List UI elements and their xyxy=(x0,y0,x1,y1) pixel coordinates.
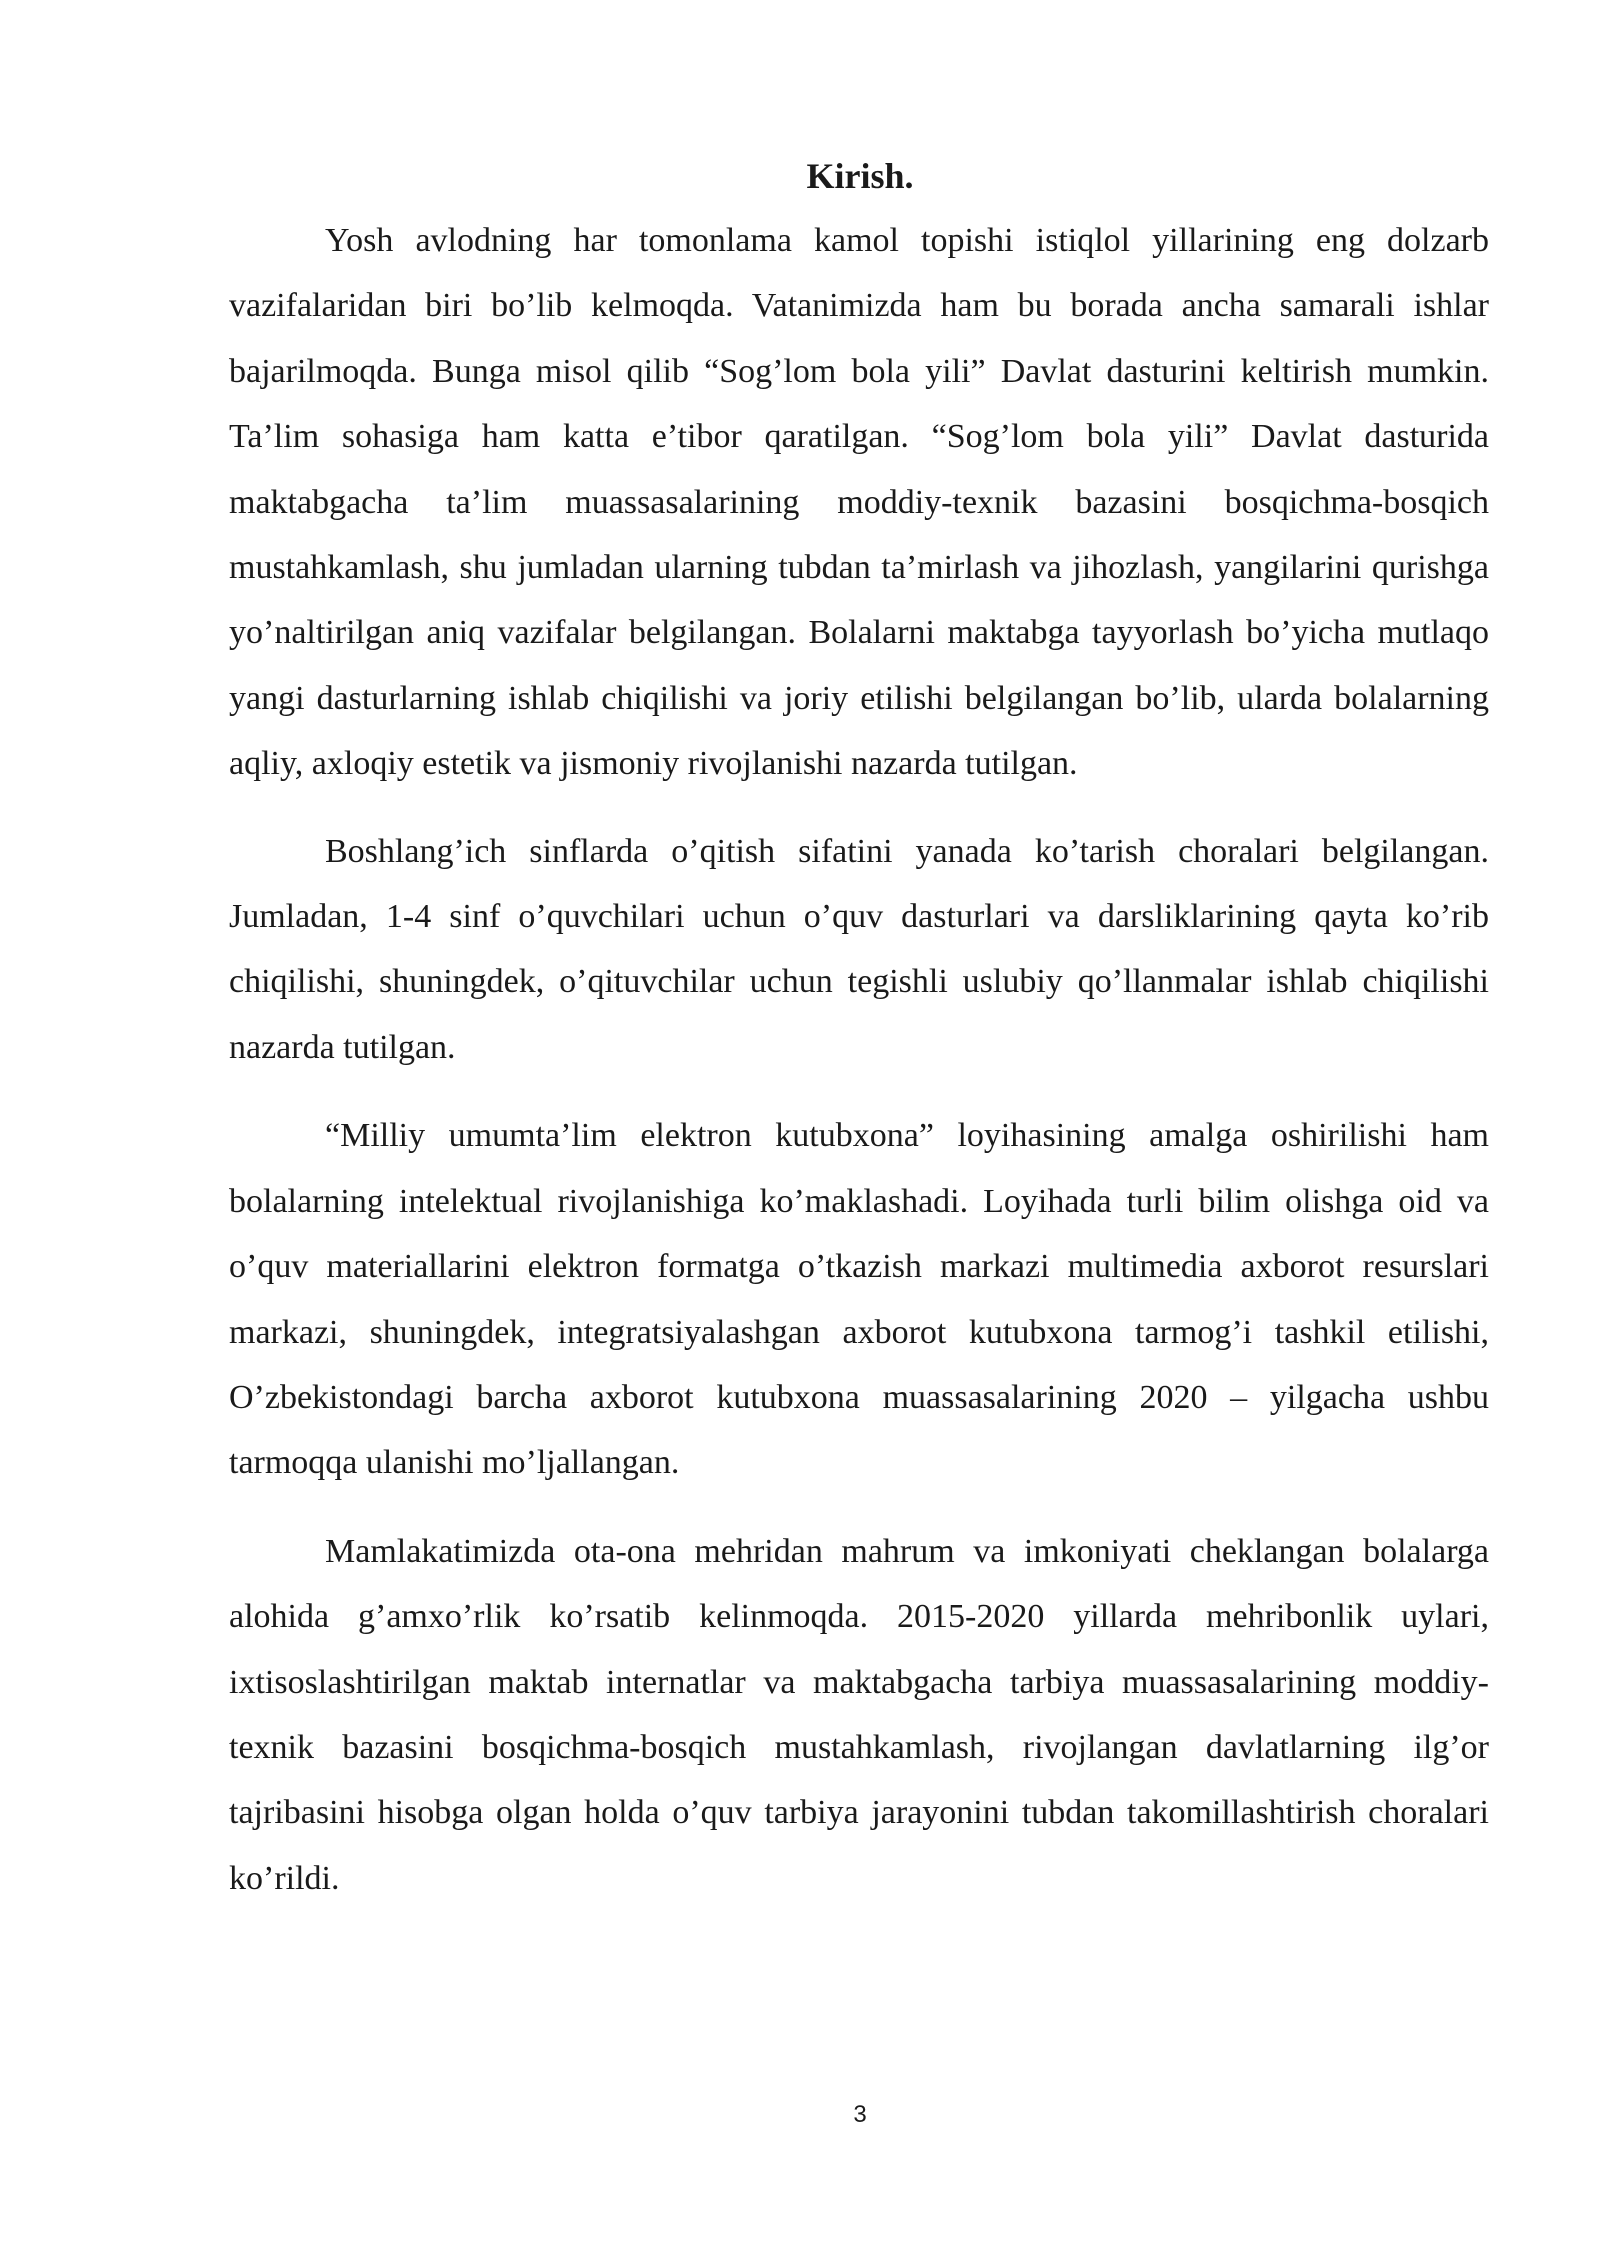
page-number: 3 xyxy=(853,2101,867,2128)
paragraph-orphan-care: Mamlakatimizda ota-ona mehridan mahrum va imkoniyati cheklangan bolalarga alohida g’amxo’rlik ko’rsatib kelinmoqda. 2015-2020 yillarda mehribonlik uylari, ixtisoslashtirilgan maktab internatlar va maktabgacha tarbiya muassasalarining moddiy-texnik bazasini bosqichma-bosqich mustahkamlash, rivojlangan davlatlarning ilg’or tajribasini hisobga olgan holda o’quv tarbiya jarayonini tubdan takomillashtirish choralari ko’rildi. xyxy=(229,1532,1489,1897)
body-text xyxy=(229,208,1489,1931)
paragraph-electronic-library: “Milliy umumta’lim elektron kutubxona” loyihasining amalga oshirilishi ham bolalarning intelektual rivojlanishiga ko’maklashadi. Loyihada turli bilim olishga oid va o’quv materiallarini elektron formatga o’tkazish markazi multimedia axborot resurslari markazi, shuningdek, integratsiyalashgan axborot kutubxona tarmog’i tashkil etilishi, O’zbekistondagi barcha axborot kutubxona muassasalarining 2020 – yilgacha ushbu tarmoqqa ulanishi mo’ljallangan. xyxy=(229,1117,1489,1482)
paragraph-primary-schools: Boshlang’ich sinflarda o’qitish sifatini yanada ko’tarish choralari belgilangan. Jumladan, 1-4 sinf o’quvchilari uchun o’quv dasturlari va darsliklarining qayta ko’rib chiqilishi, shuningdek, o’qituvchilar uchun tegishli uslubiy qo’llanmalar ishlab chiqilishi nazarda tutilgan. xyxy=(229,832,1489,1066)
section-heading: Kirish. xyxy=(806,156,914,196)
paragraph-intro: Yosh avlodning har tomonlama kamol topishi istiqlol yillarining eng dolzarb vazifalaridan biri bo’lib kelmoqda. Vatanimizda ham bu borada ancha samarali ishlar bajarilmoqda. Bunga misol qilib “Sog’lom bola yili” Davlat dasturini keltirish mumkin. Ta’lim sohasiga ham katta e’tibor qaratilgan. “Sog’lom bola yili” Davlat dasturida maktabgacha ta’lim muassasalarining moddiy-texnik bazasini bosqichma-bosqich mustahkamlash, shu jumladan ularning tubdan ta’mirlash va jihozlash, yangilarini qurishga yo’naltirilgan aniq vazifalar belgilangan. Bolalarni maktabga tayyorlash bo’yicha mutlaqo yangi dasturlarning ishlab chiqilishi va joriy etilishi belgilangan bo’lib, ularda bolalarning aqliy, axloqiy estetik va jismoniy rivojlanishi nazarda tutilgan. xyxy=(229,222,1489,783)
